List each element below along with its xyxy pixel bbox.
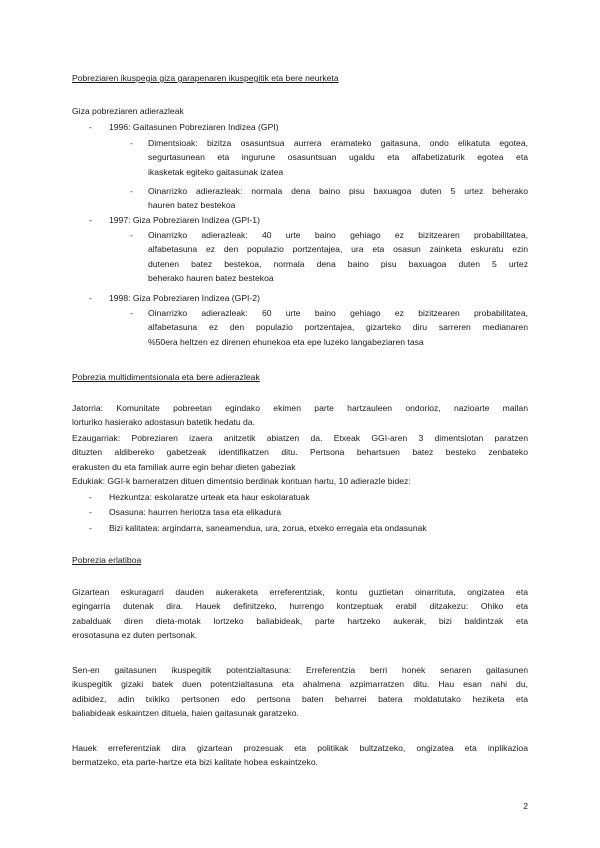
paragraph-line: Sen-en gaitasunen ikuspegitik potentzialtasuna: Erreferentzia berri honek senaren gaitasunen bbox=[72, 665, 528, 675]
paragraph-line: adibidez, adin txikiko pertsonen edo pertsona baten beharrei batera moldatutako heziketa eta bbox=[72, 693, 528, 704]
paragraph-line: egingarria dutenak dira. Hauek definitzeko, hurrengo kontzeptuak erabil ditzakezu: Ohiko eta bbox=[72, 601, 528, 612]
sublist-line: ikasketak egiteko gaitasunak izatea bbox=[148, 166, 284, 177]
sublist-line: Oinarrizko adierazleak: 40 urte baino gehiago ez bizitzearen probabilitatea, bbox=[148, 230, 528, 240]
dash-bullet: - bbox=[89, 122, 92, 132]
dash-bullet: - bbox=[89, 492, 92, 502]
list-item-label: Osasuna: haurren heriotza tasa eta elikadura bbox=[109, 507, 281, 517]
page-number: 2 bbox=[523, 801, 528, 811]
dash-bullet: - bbox=[89, 523, 92, 533]
sublist-line: alfabetasuna ez den populazio portzentajea, ura eta osasun zainketa eskuratu ezin bbox=[148, 244, 528, 255]
list-item-label: 1996: Gaitasunen Pobreziaren Indizea (GPI) bbox=[109, 122, 279, 132]
dash-bullet: - bbox=[130, 138, 133, 148]
section-heading-multidimentsionala: Pobrezia multidimentsionala eta bere adierazleak bbox=[72, 372, 260, 382]
paragraph-line: bermatzeko, eta parte-hartze eta bizi kalitate hobea eskaintzeko. bbox=[72, 757, 319, 768]
subheading-giza-pobrezia: Giza pobreziaren adierazleak bbox=[72, 106, 184, 116]
dash-bullet: - bbox=[130, 308, 133, 318]
paragraph-line: dituzten aldibereko gabetzeak identifikatzen ditu. Pertsona behartsuen batez besteko zenbateko bbox=[72, 447, 528, 458]
paragraph-line: Jatorria: Komunitate pobreetan egindako ekimen parte hartzauleen ondorioz, nazioarte mailan bbox=[72, 403, 528, 413]
paragraph-edukiak: Edukiak: GGI-k barneratzen dituen dimentsio berdinak kontuan hartu, 10 adierazle bidez: bbox=[72, 476, 411, 486]
list-item-label: 1997: Giza Pobreziaren Indizea (GPI-1) bbox=[109, 215, 260, 225]
paragraph-ezaugarriak bbox=[72, 431, 528, 474]
paragraph-line: Hauek erreferentziak dira gizartean prozesuak eta politikak bultzatzeko, ongizatea eta inplikazioa bbox=[72, 743, 528, 753]
paragraph-line: zabalduak diren dieta-motak lortzeko baliabideak, parte hartzeko aukerak, bizi baldintzak eta bbox=[72, 615, 528, 626]
sublist-line: beherako hauren batez bestekoa bbox=[148, 273, 274, 284]
dash-bullet: - bbox=[89, 507, 92, 517]
sublist-line: dutenen batez bestekoa, normala dena baino pisu baxuagoa duten 5 urtez bbox=[148, 258, 528, 269]
paragraph-line: lorturiko hasierako adostasun batetik hedatu da. bbox=[72, 417, 255, 428]
sublist-line: alfabetasuna ez den populazio portzentajea, gizarteko diru sarreren medianaren bbox=[148, 322, 528, 333]
paragraph-line: baliabideak eskaintzen dituela, haien gaitasunak garatzeko. bbox=[72, 708, 299, 719]
paragraph-aukeraketa bbox=[72, 585, 528, 643]
dash-bullet: - bbox=[130, 230, 133, 240]
dash-bullet: - bbox=[130, 186, 133, 196]
paragraph-sen-gaitasunak bbox=[72, 663, 528, 721]
sublist-line: %50era heltzen ez direnen ehunekoa eta epe luzeko langabeziaren tasa bbox=[148, 336, 424, 347]
section-heading-pobrezia-erlatiboa: Pobrezia erlatiboa bbox=[72, 555, 142, 565]
sublist-line: Dimentsioak: bizitza osasuntsua aurrera eramateko gaitasuna, ondo elikatuta egotea, bbox=[148, 138, 528, 148]
paragraph-line: erakusten du eta familiak aurre egin behar dieten gabeziak bbox=[72, 461, 296, 472]
paragraph-jatorria bbox=[72, 401, 528, 430]
list-item-label: Bizi kalitatea: argindarra, saneamendua, ura, zorua, etxeko erregaia eta ondasunak bbox=[109, 523, 427, 533]
paragraph-line: Gizartean eskuragarri dauden aukeraketa erreferentziak, kontu guztietan oinarrituta, ongizatea eta bbox=[72, 587, 528, 597]
section-heading-giza-garapena: Pobreziaren ikuspegia giza garapenaren ikuspegitik eta bere neurketa bbox=[72, 73, 339, 83]
list-item-label: 1998: Giza Pobreziaren Indizea (GPI-2) bbox=[109, 293, 260, 303]
sublist-line: Oinarrizko adierazleak: normala dena baino pisu baxuagoa duten 5 urtez beherako bbox=[148, 186, 528, 196]
dash-bullet: - bbox=[89, 215, 92, 225]
sublist-line: hauren batez bestekoa bbox=[148, 200, 236, 211]
sublist-line: segurtasunean eta ingurune osasuntsuan ugaldu eta alfabetizaturik egotea eta bbox=[148, 152, 528, 163]
paragraph-line: ikuspegitik gizaki batek duen potentzialtasuna eta ahalmena azpimarratzen ditu. Hau esan nahi du, bbox=[72, 679, 528, 690]
paragraph-erreferentziak bbox=[72, 741, 528, 770]
paragraph-line: erosotasuna ez duten pertsonak. bbox=[72, 630, 198, 641]
dash-bullet: - bbox=[89, 293, 92, 303]
sublist-line: Oinarrizko adierazleak: 60 urte baino gehiago ez bizitzearen probabilitatea, bbox=[148, 308, 528, 318]
paragraph-line: Ezaugarriak: Pobreziaren izaera anitzetik abiatzen da. Etxeak GGI-aren 3 dimentsiotan paratzen bbox=[72, 433, 528, 443]
list-item-label: Hezkuntza: eskolaratze urteak eta haur eskolaratuak bbox=[109, 492, 310, 502]
